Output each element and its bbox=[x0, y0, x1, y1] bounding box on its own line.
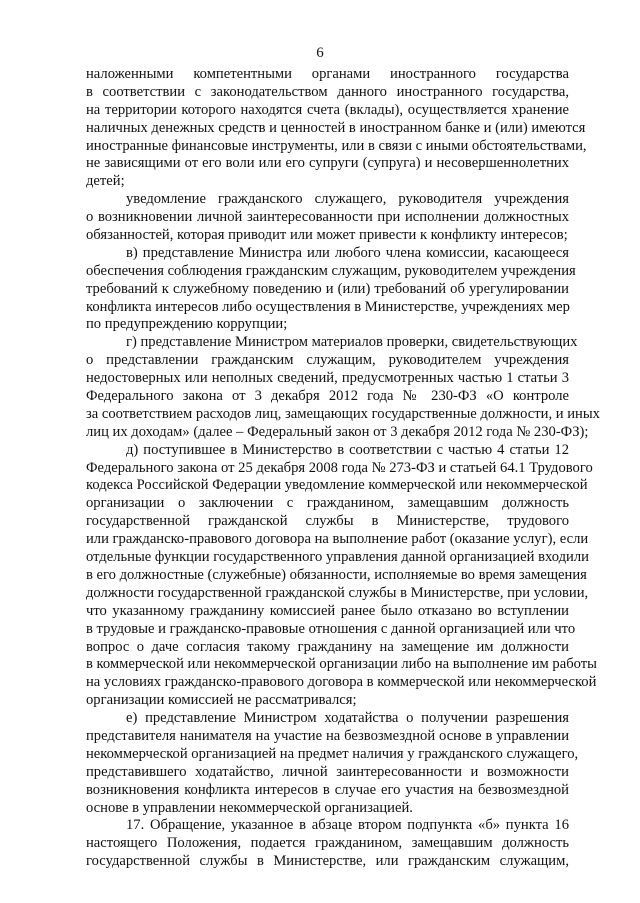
paragraph bbox=[86, 710, 579, 817]
text-line: организации о заключении с гражданином, замещавшим должность bbox=[86, 495, 569, 512]
paragraph bbox=[86, 66, 587, 191]
text-line: должности государственной гражданской службы в Министерстве, при условии, bbox=[86, 584, 589, 601]
text-line: обязанностей, которая приводит или может привести к конфликту интересов; bbox=[86, 227, 568, 244]
text-line: не зависящими от его воли или его супруги (супруга) и несовершеннолетних bbox=[86, 155, 569, 172]
text-line: 17. Обращение, указанное в абзаце втором подпункта «б» пункта 16 bbox=[126, 817, 569, 834]
text-line: по предупреждению коррупции; bbox=[86, 316, 288, 333]
text-line: организации комиссией не рассматривался; bbox=[86, 692, 357, 709]
text-line: о представлении гражданским служащим, руководителем учреждения bbox=[86, 352, 569, 369]
document-body bbox=[86, 66, 600, 871]
text-line: за соответствием расходов лиц, замещающих государственные должности, и иных bbox=[86, 405, 600, 422]
text-line: или гражданско-правового договора на выполнение работ (оказание услуг), если bbox=[86, 531, 589, 548]
text-line: требований к служебному поведению и (или) требований об урегулировании bbox=[86, 280, 569, 297]
text-line: отдельные функции государственного управления данной организацией входили bbox=[86, 549, 589, 566]
text-line: уведомление гражданского служащего, руководителя учреждения bbox=[126, 191, 569, 208]
text-line: д) поступившее в Министерство в соответствии с частью 4 статьи 12 bbox=[126, 441, 569, 458]
text-line: г) представление Министром материалов проверки, свидетельствующих bbox=[126, 334, 578, 351]
text-line: некоммерческой организацией на предмет наличия у гражданского служащего, bbox=[86, 745, 579, 762]
text-line: детей; bbox=[86, 173, 125, 190]
text-line: наложенными компетентными органами иностранного государства bbox=[86, 66, 569, 82]
page-number: 6 bbox=[316, 45, 324, 61]
text-line: о возникновении личной заинтересованности при исполнении должностных bbox=[86, 209, 569, 226]
text-line: государственной гражданской службы в Министерстве, трудового bbox=[86, 513, 569, 530]
text-line: представившего ходатайство, личной заинтересованности и возможности bbox=[86, 763, 569, 780]
paragraph bbox=[86, 191, 569, 245]
text-line: Федерального закона от 3 декабря 2012 года № 230-ФЗ «О контроле bbox=[86, 388, 569, 405]
text-line: кодекса Российской Федерации уведомление коммерческой или некоммерческой bbox=[86, 477, 588, 494]
text-line: на территории которого находятся счета (вклады), осуществляется хранение bbox=[86, 101, 569, 118]
text-line: наличных денежных средств и ценностей в иностранном банке и (или) имеются bbox=[86, 119, 586, 136]
text-line: в) представление Министра или любого члена комиссии, касающееся bbox=[126, 244, 569, 261]
text-line: возникновения конфликта интересов в случае его участия на безвозмездной bbox=[86, 781, 569, 798]
text-line: что указанному гражданину комиссией ранее было отказано во вступлении bbox=[86, 602, 569, 619]
paragraph bbox=[86, 441, 597, 710]
text-line: конфликта интересов либо осуществления в Министерстве, учреждениях мер bbox=[86, 298, 570, 315]
text-line: обеспечения соблюдения гражданским служащим, руководителем учреждения bbox=[86, 262, 576, 279]
text-line: государственной службы в Министерстве, или гражданским служащим, bbox=[86, 853, 569, 870]
text-line: основе в управлении некоммерческой организацией. bbox=[86, 799, 413, 816]
text-line: в коммерческой или некоммерческой организации либо на выполнение им работы bbox=[86, 656, 597, 673]
text-line: иностранные финансовые инструменты, или в связи с иными обстоятельствами, bbox=[86, 137, 587, 154]
text-line: вопрос о даче согласия такому гражданину на замещение им должности bbox=[86, 638, 569, 655]
text-line: на условиях гражданско-правового договора в коммерческой или некоммерческой bbox=[86, 674, 597, 691]
text-line: е) представление Министром ходатайства о получении разрешения bbox=[126, 710, 569, 727]
text-line: представителя нанимателя на участие на безвозмездной основе в управлении bbox=[86, 727, 569, 744]
text-line: недостоверных или неполных сведений, предусмотренных частью 1 статьи 3 bbox=[86, 370, 569, 387]
paragraph bbox=[86, 244, 576, 334]
text-line: лиц их доходам» (далее – Федеральный закон от 3 декабря 2012 года № 230-ФЗ); bbox=[86, 423, 589, 440]
paragraph bbox=[86, 817, 569, 871]
text-line: в его должностные (служебные) обязанности, исполняемые во время замещения bbox=[86, 566, 587, 583]
text-line: настоящего Положения, подается гражданином, замещавшим должность bbox=[86, 835, 569, 852]
text-line: Федерального закона от 25 декабря 2008 года № 273-ФЗ и статьей 64.1 Трудового bbox=[86, 459, 593, 476]
text-line: в соответствии с законодательством данного иностранного государства, bbox=[86, 83, 569, 100]
paragraph bbox=[86, 334, 600, 441]
text-line: в трудовые и гражданско-правовые отношения с данной организацией или что bbox=[86, 620, 576, 637]
